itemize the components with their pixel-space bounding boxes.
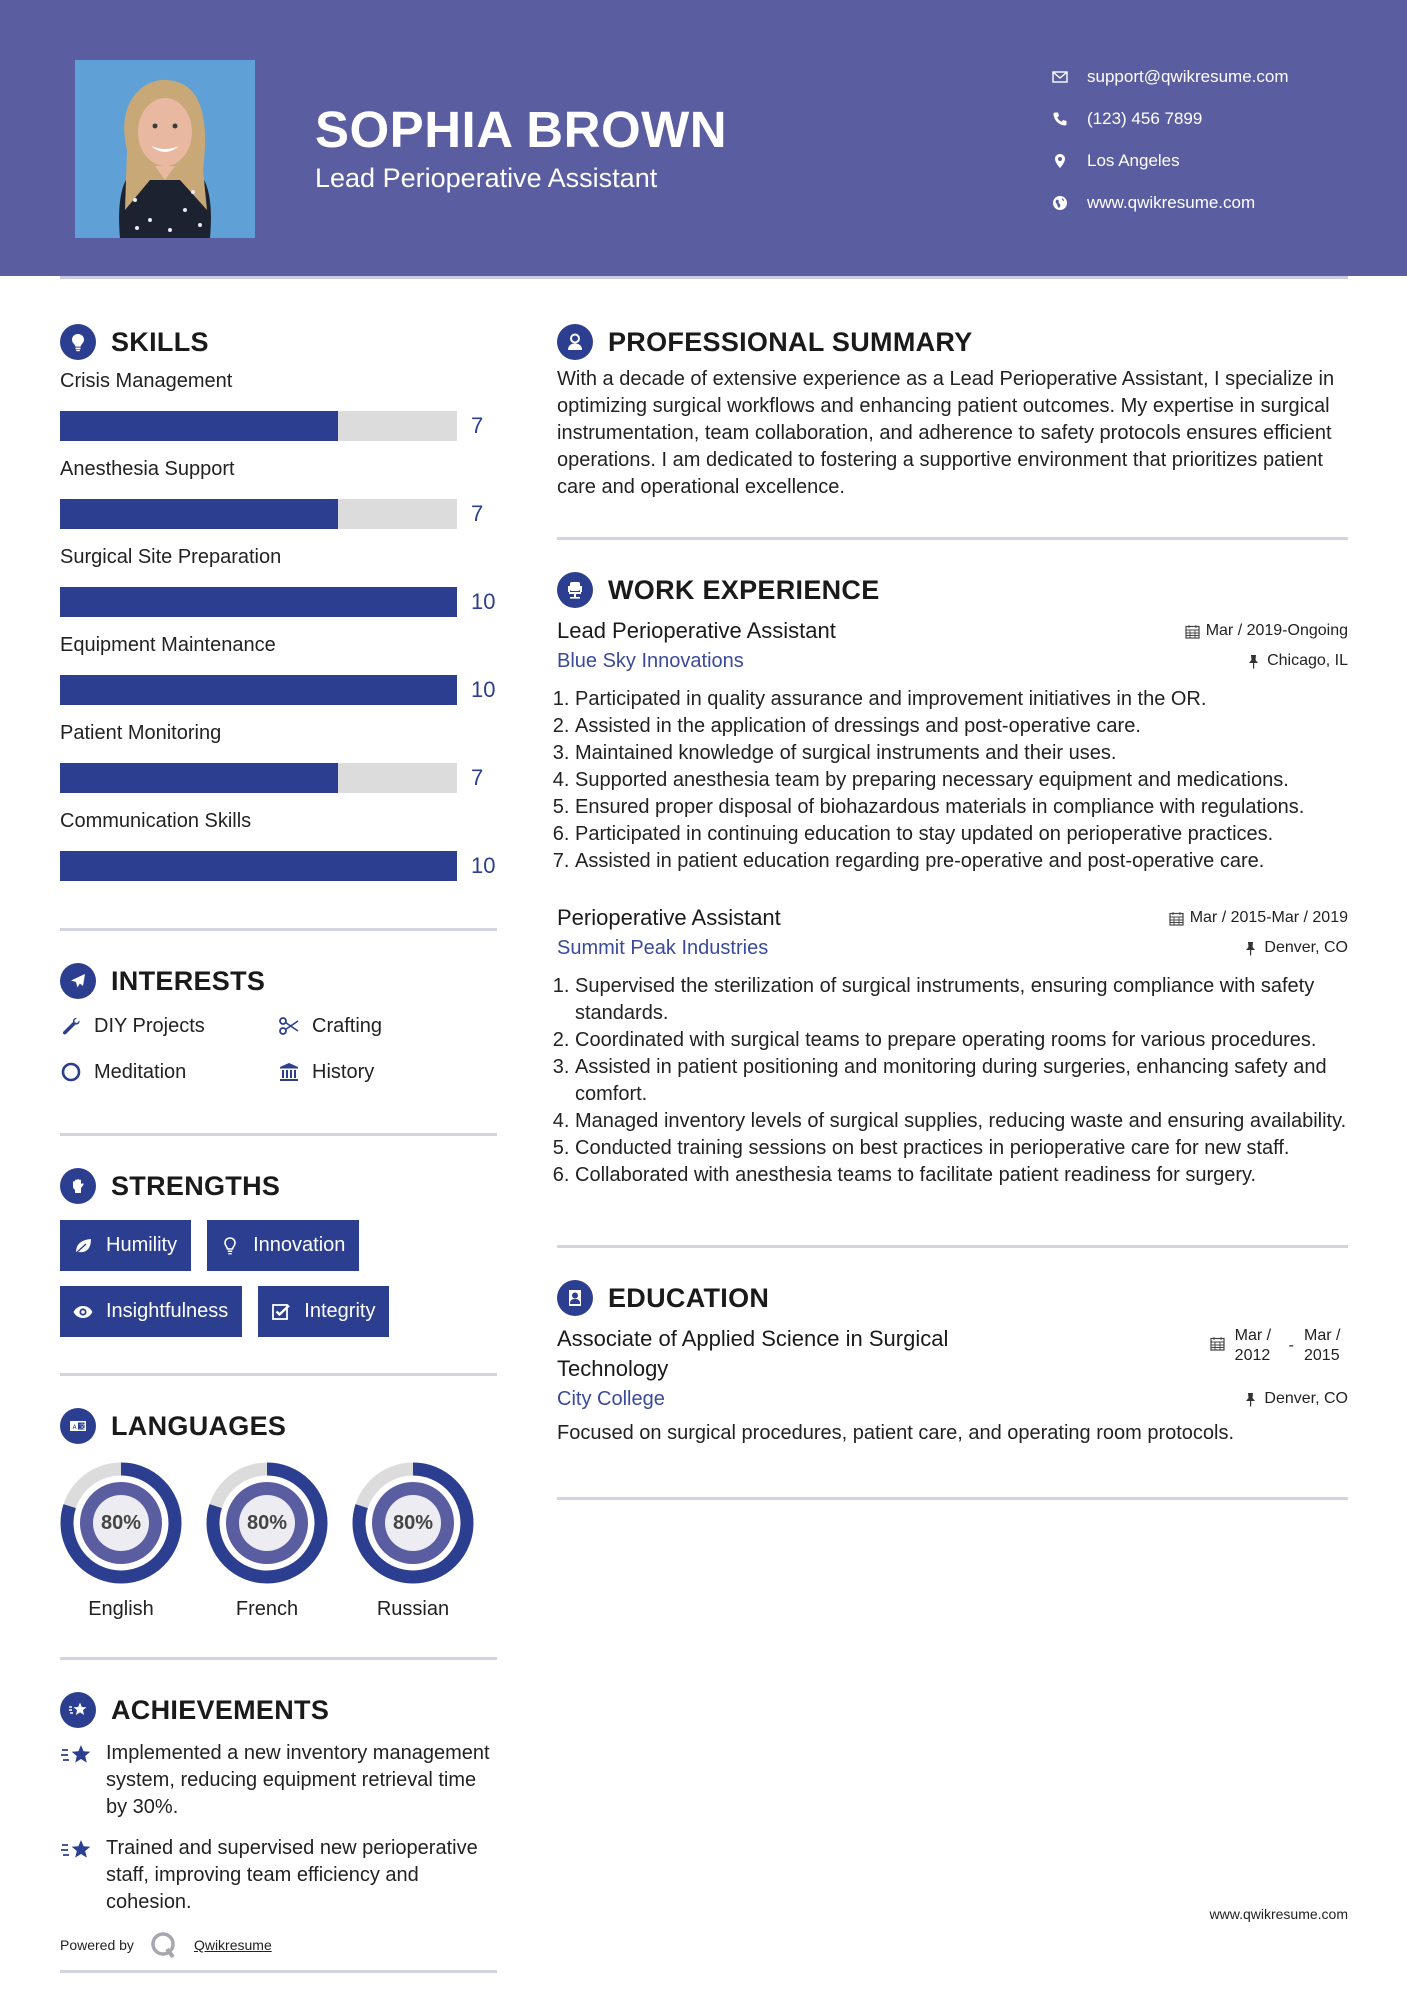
section-divider (557, 537, 1348, 540)
job-entry (557, 616, 1348, 875)
globe-icon (1050, 195, 1087, 211)
strengths-heading (60, 1164, 497, 1208)
job-entry (557, 903, 1348, 1189)
left-column (60, 320, 497, 1973)
language-percent: 80% (392, 1511, 434, 1534)
qwikresume-logo-icon (150, 1931, 178, 1959)
skill-bar (60, 675, 457, 705)
experience-heading (557, 568, 1348, 612)
eye-icon (72, 1301, 94, 1323)
contact-website[interactable] (1050, 182, 1289, 224)
duty-item: 1. Supervised the sterilization of surgical instruments, ensuring compliance with safety standards. (575, 973, 1348, 1027)
circle-icon (60, 1061, 82, 1083)
interest-item (60, 1009, 278, 1043)
section-divider (557, 1245, 1348, 1248)
job-location (1246, 646, 1348, 676)
contact-email[interactable] (1050, 56, 1289, 98)
duty-item: 5. Conducted training sessions on best practices in perioperative care for new staff. (575, 1135, 1348, 1162)
job-dates (1169, 903, 1348, 933)
experience-section (557, 568, 1348, 1189)
language-name: Russian (376, 1598, 450, 1620)
strength-label: Integrity (304, 1300, 376, 1322)
skill-bar (60, 587, 457, 617)
education-description: Focused on surgical procedures, patient care, and operating room protocols. (557, 1422, 1235, 1444)
duty-item: 6. Participated in continuing education to stay updated on perioperative practices. (575, 821, 1348, 848)
language-item (206, 1462, 328, 1621)
powered-by-label: Powered by (60, 1937, 134, 1953)
footer-website[interactable]: www.qwikresume.com (1209, 1906, 1348, 1922)
skill-value: 10 (471, 589, 496, 614)
chair-icon (557, 572, 593, 608)
powered-by (60, 1930, 497, 1960)
interest-label: Meditation (94, 1060, 187, 1083)
duty-item: 7. Assisted in patient education regarding pre-operative and post-operative care. (575, 848, 1348, 875)
strength-label: Humility (106, 1234, 178, 1256)
interest-item (60, 1055, 278, 1089)
lightbulb-icon (219, 1235, 241, 1257)
summary-text: With a decade of extensive experience as a Lead Perioperative Assistant, I specialize in optimizing surgical workflows and enhancing patient outcomes. My expertise in surgical instrumentation, team collaboration, and adherence to safety protocols ensures efficient operations. I am dedicated to fostering a supportive environment that prioritizes patient care and operational excellence. (557, 368, 1335, 498)
summary-title: PROFESSIONAL SUMMARY (608, 326, 973, 357)
duty-item: 3. Maintained knowledge of surgical instruments and their uses. (575, 740, 1348, 767)
experience-title: WORK EXPERIENCE (608, 574, 880, 605)
education-location (1243, 1384, 1348, 1414)
contact-website-text: www.qwikresume.com (1087, 193, 1256, 212)
interest-label: History (312, 1060, 375, 1083)
language-percent: 80% (100, 1511, 142, 1534)
map-marker-icon (1050, 153, 1087, 169)
duty-item: 4. Managed inventory levels of surgical supplies, reducing waste and ensuring availability. (575, 1108, 1348, 1135)
skills-title: SKILLS (111, 326, 209, 357)
strengths-title: STRENGTHS (111, 1170, 281, 1201)
education-heading (557, 1276, 1348, 1320)
interest-label: DIY Projects (94, 1014, 205, 1037)
contact-list (1050, 56, 1289, 224)
skill-item (60, 454, 497, 540)
job-title: Perioperative Assistant (557, 905, 781, 930)
duty-item: 2. Assisted in the application of dressings and post-operative care. (575, 713, 1348, 740)
skill-item (60, 366, 497, 452)
contact-phone-text: (123) 456 7899 (1087, 109, 1203, 128)
skill-item (60, 806, 497, 892)
skill-name: Patient Monitoring (60, 722, 222, 744)
profile-photo (75, 60, 255, 238)
duties-list (557, 686, 1348, 875)
section-divider (557, 1497, 1348, 1500)
skill-name: Equipment Maintenance (60, 634, 276, 656)
skill-bar (60, 851, 457, 881)
section-divider (60, 1970, 497, 1973)
translate-icon (60, 1408, 96, 1444)
skill-bar (60, 411, 457, 441)
bank-icon (278, 1061, 300, 1083)
languages-section (60, 1404, 497, 1621)
achievements-section (60, 1688, 497, 1973)
svg-text:文: 文 (79, 1423, 86, 1431)
skill-name: Surgical Site Preparation (60, 546, 282, 568)
education-dates (1210, 1326, 1348, 1366)
job-location-text: Denver, CO (1264, 939, 1348, 956)
languages-list (60, 1462, 497, 1621)
strength-label: Insightfulness (106, 1300, 229, 1322)
section-divider (60, 1133, 497, 1136)
interest-item (278, 1055, 478, 1089)
lightbulb-icon (60, 324, 96, 360)
skill-name: Communication Skills (60, 810, 252, 832)
skill-value: 7 (471, 501, 484, 526)
job-dates-text: Mar / 2015-Mar / 2019 (1189, 909, 1348, 926)
candidate-name: SOPHIA BROWN (315, 101, 728, 158)
school-name: City College (557, 1388, 665, 1410)
strengths-list (60, 1220, 497, 1337)
skills-heading (60, 320, 497, 364)
education-end: Mar / 2015 (1304, 1327, 1341, 1364)
leaf-icon (72, 1235, 94, 1257)
job-dates-text: Mar / 2019-Ongoing (1205, 622, 1348, 639)
achievement-text: Trained and supervised new perioperative staff, improving team efficiency and cohesion. (106, 1837, 478, 1913)
skill-bar (60, 499, 457, 529)
contact-location (1050, 140, 1289, 182)
pushpin-icon (1243, 941, 1258, 956)
wrench-icon (60, 1015, 82, 1037)
company-name: Blue Sky Innovations (557, 650, 744, 672)
education-location-text: Denver, CO (1264, 1390, 1348, 1407)
duties-list (557, 973, 1348, 1189)
paper-plane-icon (60, 963, 96, 999)
fist-icon (60, 1168, 96, 1204)
job-location (1243, 933, 1348, 963)
achievement-text: Implemented a new inventory management system, reducing equipment retrieval time by 30%. (106, 1742, 490, 1818)
interests-heading (60, 959, 497, 1003)
skill-item (60, 630, 497, 716)
skills-section (60, 320, 497, 892)
contact-phone[interactable] (1050, 98, 1289, 140)
strength-chip (258, 1286, 389, 1337)
degree-name: Associate of Applied Science in Surgical Technology (557, 1326, 949, 1381)
achievements-title: ACHIEVEMENTS (111, 1694, 330, 1725)
achievement-item (60, 1740, 497, 1821)
contact-email-text: support@qwikresume.com (1087, 67, 1289, 86)
duty-item: 4. Supported anesthesia team by preparing necessary equipment and medications. (575, 767, 1348, 794)
star-badge-icon (60, 1692, 96, 1728)
skill-value: 10 (471, 853, 496, 878)
section-divider (60, 928, 497, 931)
achievement-item (60, 1835, 497, 1916)
strength-chip (60, 1220, 191, 1271)
interests-list (60, 1009, 497, 1089)
calendar-icon (1169, 911, 1184, 926)
skill-bar (60, 763, 457, 793)
pushpin-icon (1246, 654, 1261, 669)
interest-label: Crafting (312, 1014, 383, 1037)
svg-text:A: A (72, 1424, 77, 1431)
skill-item (60, 718, 497, 804)
job-title: Lead Perioperative Assistant (557, 618, 836, 643)
skill-name: Anesthesia Support (60, 458, 235, 480)
graduate-icon (557, 1280, 593, 1316)
language-percent: 80% (246, 1511, 288, 1534)
pushpin-icon (1243, 1392, 1258, 1407)
education-start: Mar / 2012 (1234, 1327, 1272, 1364)
education-section (557, 1276, 1348, 1447)
company-name: Summit Peak Industries (557, 937, 769, 959)
language-item (60, 1462, 182, 1621)
star-icon (60, 1742, 94, 1770)
skill-value: 7 (471, 413, 484, 438)
user-icon (557, 324, 593, 360)
strengths-section (60, 1164, 497, 1337)
job-dates (1185, 616, 1348, 646)
skill-value: 7 (471, 765, 484, 790)
education-separator: - (1288, 1337, 1294, 1354)
language-ring (60, 1462, 182, 1584)
duty-item: 5. Ensured proper disposal of biohazardous materials in compliance with regulations. (575, 794, 1348, 821)
education-title: EDUCATION (608, 1282, 770, 1313)
section-divider (60, 1373, 497, 1376)
duty-item: 2. Coordinated with surgical teams to prepare operating rooms for various procedures. (575, 1027, 1348, 1054)
qwikresume-link[interactable]: Qwikresume (193, 1937, 272, 1953)
skill-item (60, 542, 497, 628)
header-divider (60, 276, 1348, 279)
language-name: French (235, 1598, 299, 1620)
interests-section (60, 959, 497, 1089)
skill-name: Crisis Management (60, 370, 233, 392)
calendar-icon (1210, 1336, 1225, 1351)
language-ring (206, 1462, 328, 1584)
languages-title: LANGUAGES (111, 1410, 287, 1441)
envelope-icon (1050, 69, 1087, 85)
right-column (557, 320, 1348, 1500)
strength-chip (60, 1286, 242, 1337)
interests-title: INTERESTS (111, 965, 266, 996)
language-name: English (88, 1598, 154, 1620)
interest-item (278, 1009, 478, 1043)
skill-value: 10 (471, 677, 496, 702)
candidate-title: Lead Perioperative Assistant (315, 163, 658, 193)
section-divider (60, 1657, 497, 1660)
language-ring (352, 1462, 474, 1584)
star-icon (60, 1837, 94, 1865)
resume-header (0, 0, 1407, 276)
contact-location-text: Los Angeles (1087, 151, 1180, 170)
duty-item: 6. Collaborated with anesthesia teams to facilitate patient readiness for surgery. (575, 1162, 1348, 1189)
scissors-icon (278, 1015, 300, 1037)
calendar-icon (1185, 624, 1200, 639)
strength-label: Innovation (253, 1234, 346, 1256)
job-location-text: Chicago, IL (1267, 652, 1348, 669)
language-item (352, 1462, 474, 1621)
summary-heading (557, 320, 1348, 364)
achievements-heading (60, 1688, 497, 1732)
duty-item: 1. Participated in quality assurance and improvement initiatives in the OR. (575, 686, 1348, 713)
duty-item: 3. Assisted in patient positioning and monitoring during surgeries, enhancing safety and comfort. (575, 1054, 1348, 1108)
phone-icon (1050, 111, 1087, 127)
check-square-icon (270, 1301, 292, 1323)
summary-section (557, 320, 1348, 501)
strength-chip (207, 1220, 359, 1271)
languages-heading (60, 1404, 497, 1448)
